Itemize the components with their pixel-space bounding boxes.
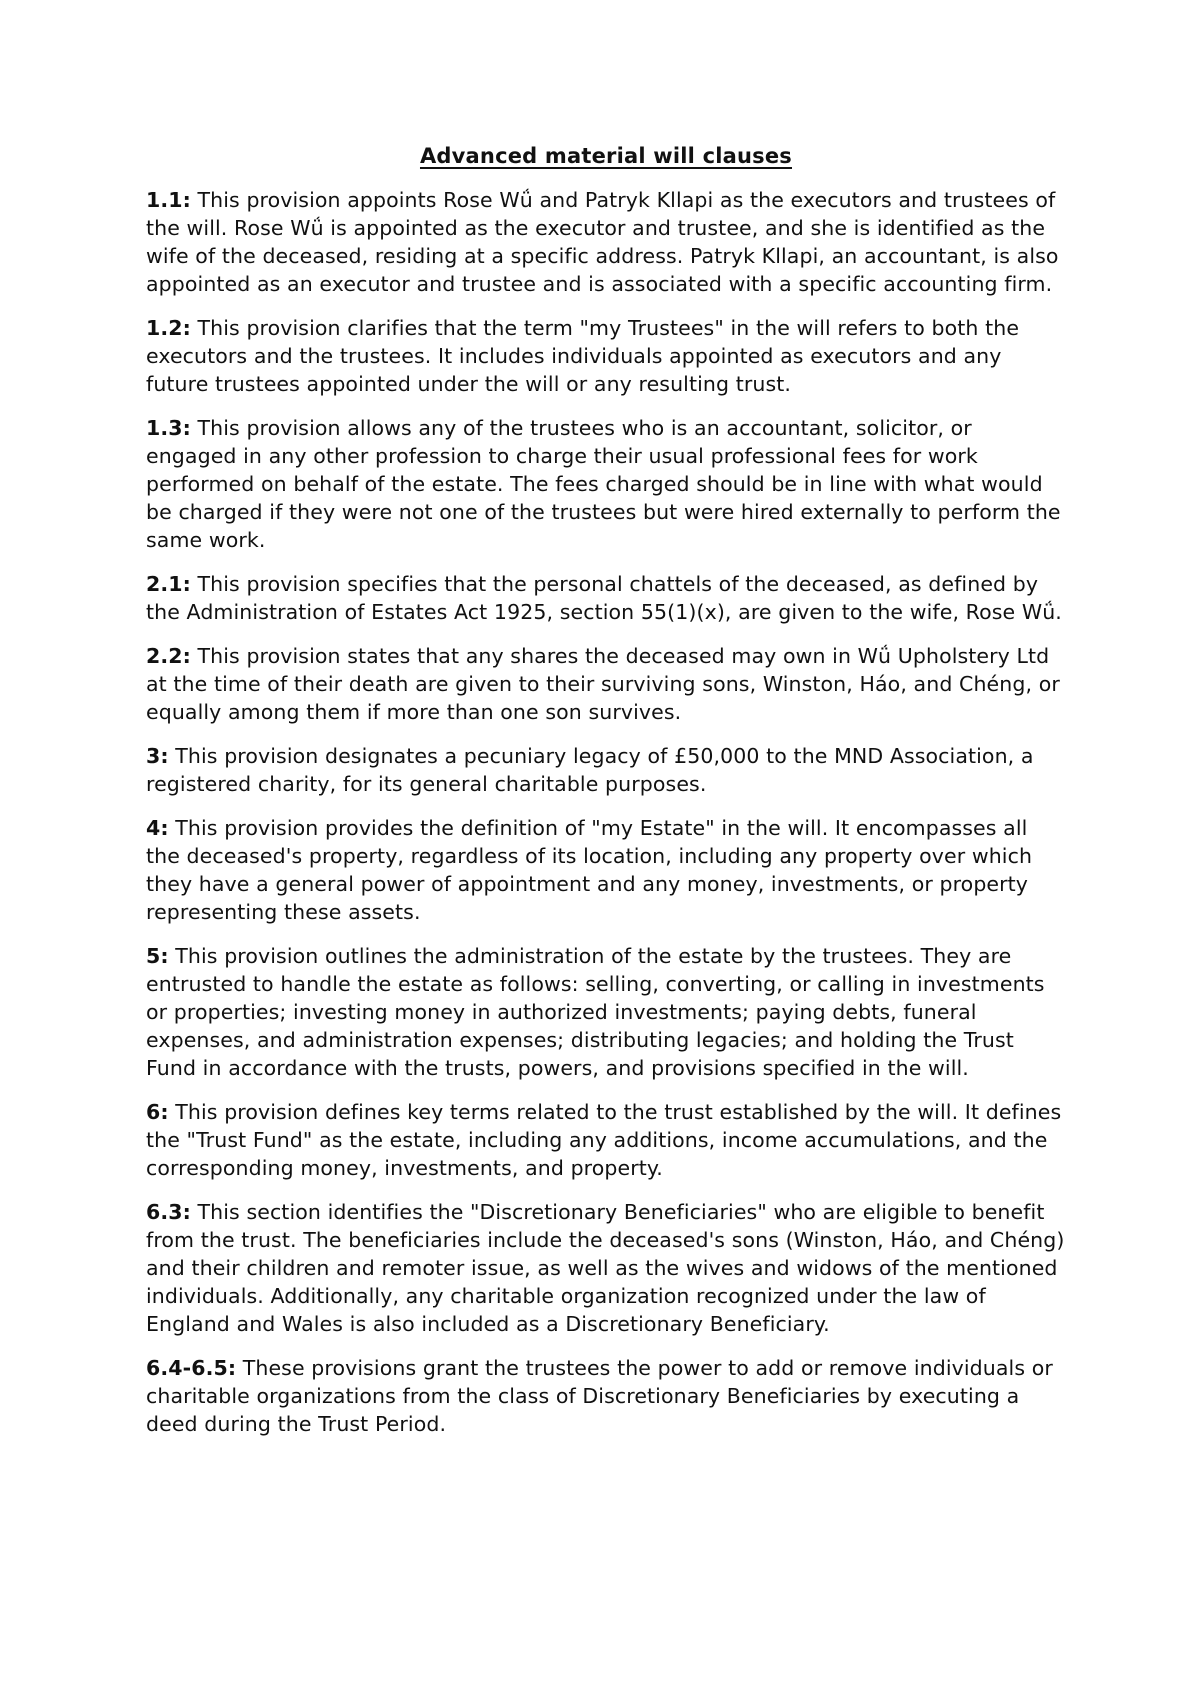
clause-5 [146, 942, 1066, 1082]
clause-text: This provision outlines the administration of the estate by the trustees. They are entrusted to handle the estate as follows: selling, converting, or calling in investments or properties; investing money in authorized investments; paying debts, funeral expenses, and administration expenses; distributing legacies; and holding the Trust Fund in accordance with the trusts, powers, and provisions specified in the will. [146, 944, 1045, 1080]
clause-number: 1.3: [146, 416, 191, 440]
document-title: Advanced material will clauses [419, 144, 792, 168]
clause-number: 4: [146, 816, 169, 840]
clause-text: This provision defines key terms related to the trust established by the will. It defines the "Trust Fund" as the estate, including any additions, income accumulations, and the corresponding money, investments, and property. [146, 1100, 1062, 1180]
clause-text: This provision designates a pecuniary legacy of £50,000 to the MND Association, a registered charity, for its general charitable purposes. [146, 744, 1034, 796]
clause-number: 2.2: [146, 644, 191, 668]
clause-text: This provision provides the definition of "my Estate" in the will. It encompasses all the deceased's property, regardless of its location, including any property over which they have a general power of appointment and any money, investments, or property representing these assets. [146, 816, 1033, 924]
clause-number: 2.1: [146, 572, 191, 596]
clause-text: These provisions grant the trustees the power to add or remove individuals or charitable organizations from the class of Discretionary Beneficiaries by executing a deed during the Trust Period. [146, 1356, 1053, 1436]
clause-number: 3: [146, 744, 169, 768]
clause-number: 6.3: [146, 1200, 191, 1224]
clause-1-1 [146, 186, 1066, 298]
clause-1-2 [146, 314, 1066, 398]
clause-2-1 [146, 570, 1066, 626]
clause-6-3 [146, 1198, 1066, 1338]
clause-number: 1.1: [146, 188, 191, 212]
clause-text: This section identifies the "Discretionary Beneficiaries" who are eligible to benefit from the trust. The beneficiaries include the deceased's sons (Winston, Háo, and Chéng) and their children and remoter issue, as well as the wives and widows of the mentioned individuals. Additionally, any charitable organization recognized under the law of England and Wales is also included as a Discretionary Beneficiary. [146, 1200, 1065, 1336]
clause-4 [146, 814, 1066, 926]
clause-text: This provision appoints Rose Wǘ and Patryk Kllapi as the executors and trustees of the will. Rose Wǘ is appointed as the executor and trustee, and she is identified as the wife of the deceased, residing at a specific address. Patryk Kllapi, an accountant, is also appointed as an executor and trustee and is associated with a specific accounting firm. [146, 188, 1059, 296]
clause-text: This provision specifies that the personal chattels of the deceased, as defined by the Administration of Estates Act 1925, section 55(1)(x), are given to the wife, Rose Wǘ. [146, 572, 1062, 624]
clause-6-4-6-5 [146, 1354, 1066, 1438]
clause-6 [146, 1098, 1066, 1182]
clause-1-3 [146, 414, 1066, 554]
clause-number: 5: [146, 944, 169, 968]
clause-3 [146, 742, 1066, 798]
clause-number: 1.2: [146, 316, 191, 340]
clause-text: This provision allows any of the trustees who is an accountant, solicitor, or engaged in any other profession to charge their usual professional fees for work performed on behalf of the estate. The fees charged should be in line with what would be charged if they were not one of the trustees but were hired externally to perform the same work. [146, 416, 1061, 552]
clause-number: 6.4-6.5: [146, 1356, 237, 1380]
clause-text: This provision states that any shares the deceased may own in Wǘ Upholstery Ltd at the time of their death are given to their surviving sons, Winston, Háo, and Chéng, or equally among them if more than one son survives. [146, 644, 1060, 724]
clause-2-2 [146, 642, 1066, 726]
clause-number: 6: [146, 1100, 169, 1124]
document-page [146, 142, 1066, 1454]
clause-text: This provision clarifies that the term "my Trustees" in the will refers to both the executors and the trustees. It includes individuals appointed as executors and any future trustees appointed under the will or any resulting trust. [146, 316, 1020, 396]
